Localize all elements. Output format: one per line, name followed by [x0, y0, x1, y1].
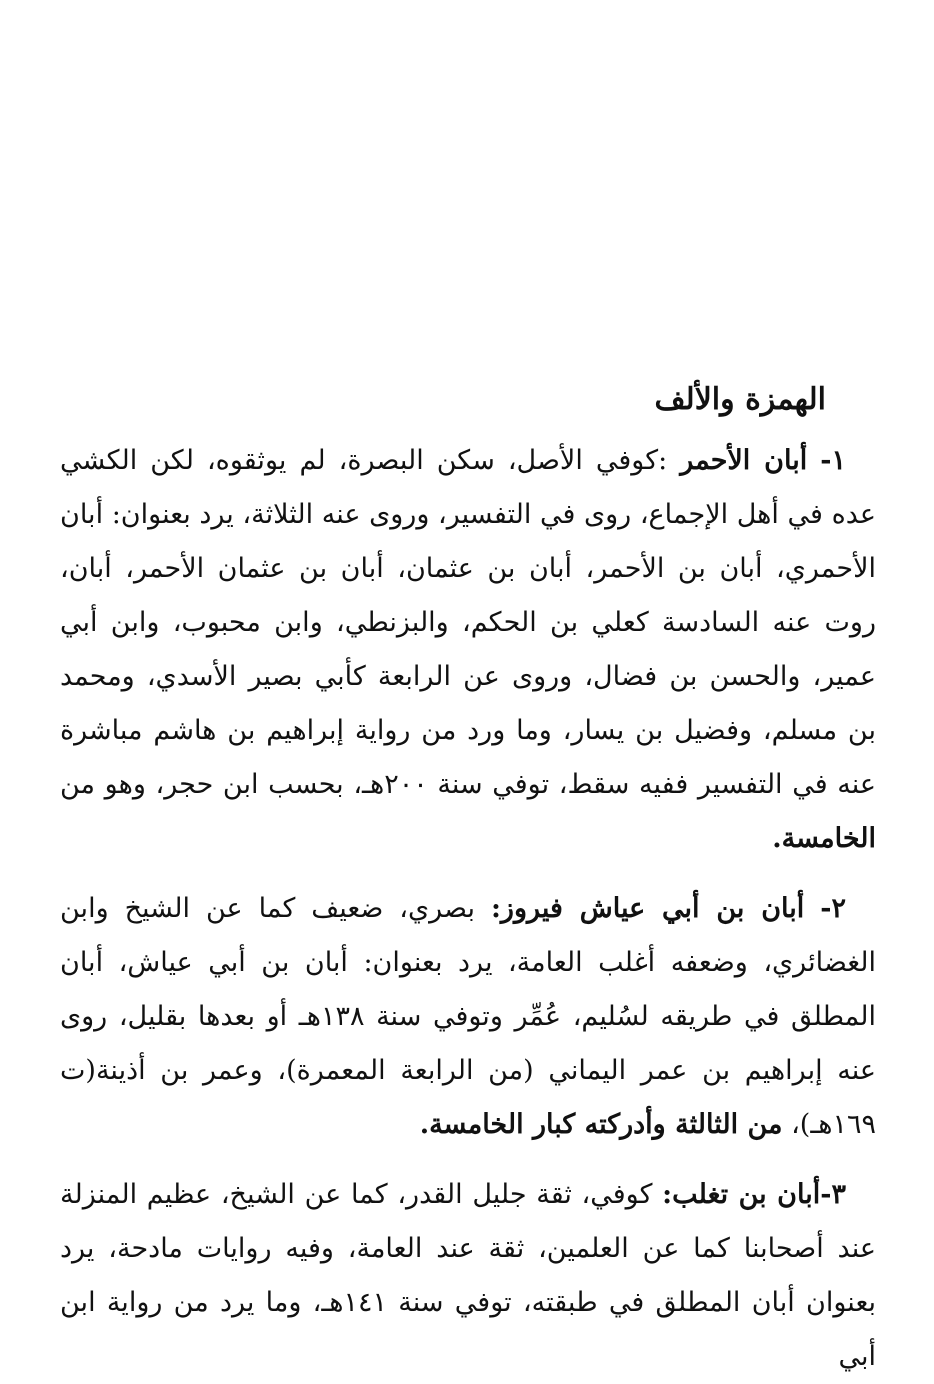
entry-1 [60, 434, 876, 866]
entry-body: كوفي، ثقة جليل القدر، كما عن الشيخ، عظيم المنزلة عند أصحابنا كما عن العلمين، ثقة عند العامة، وفيه روايات مادحة، يرد بعنوان أبان المطلق في طبقته، توفي سنة ١٤١هـ، وما يرد من رواية ابن أبي [60, 1179, 876, 1372]
entry-body: بصري، ضعيف كما عن الشيخ وابن الغضائري، وضعفه أغلب العامة، يرد بعنوان: أبان بن أبي عياش، أبان المطلق في طريقه لسُليم، عُمِّر وتوفي سنة ١٣٨هـ أو بعدها بقليل، روى عنه إبراهيم بن عمر اليماني (من الرابعة المعمرة)، وعمر بن أذينة(ت ١٦٩هـ)، [60, 893, 877, 1140]
section-heading: الهمزة والألف [654, 382, 826, 417]
entry-number: ١- [820, 445, 846, 476]
entry-number: ٢- [820, 893, 846, 924]
entry-3 [60, 1168, 876, 1384]
entry-name: أبان الأحمر [680, 445, 808, 476]
document-page [60, 360, 877, 1372]
entry-body: :كوفي الأصل، سكن البصرة، لم يوثقوه، لكن الكشي عده في أهل الإجماع، روى في التفسير، وروى عنه الثلاثة، يرد بعنوان: أبان الأحمري، أبان بن الأحمر، أبان بن عثمان، أبان بن عثمان الأحمر، أبان، روت عنه السادسة كعلي بن الحكم، والبزنطي، وابن محبوب، وابن أبي عمير، والحسن بن فضال، وروى عن الرابعة كأبي بصير الأسدي، ومحمد بن مسلم، وفضيل بن يسار، وما ورد من رواية إبراهيم بن هاشم مباشرة عنه في التفسير ففيه سقط، توفي سنة ٢٠٠هـ، بحسب ابن حجر، وهو من [60, 445, 877, 800]
entry-name: أبان بن تغلب: [662, 1179, 821, 1210]
entry-name: أبان بن أبي عياش فيروز: [490, 893, 805, 924]
entry-tail: من الثالثة وأدركته كبار الخامسة. [419, 1109, 783, 1140]
entry-tail: الخامسة. [772, 823, 876, 854]
entry-number: ٣- [820, 1179, 846, 1210]
entry-2 [60, 882, 876, 1152]
